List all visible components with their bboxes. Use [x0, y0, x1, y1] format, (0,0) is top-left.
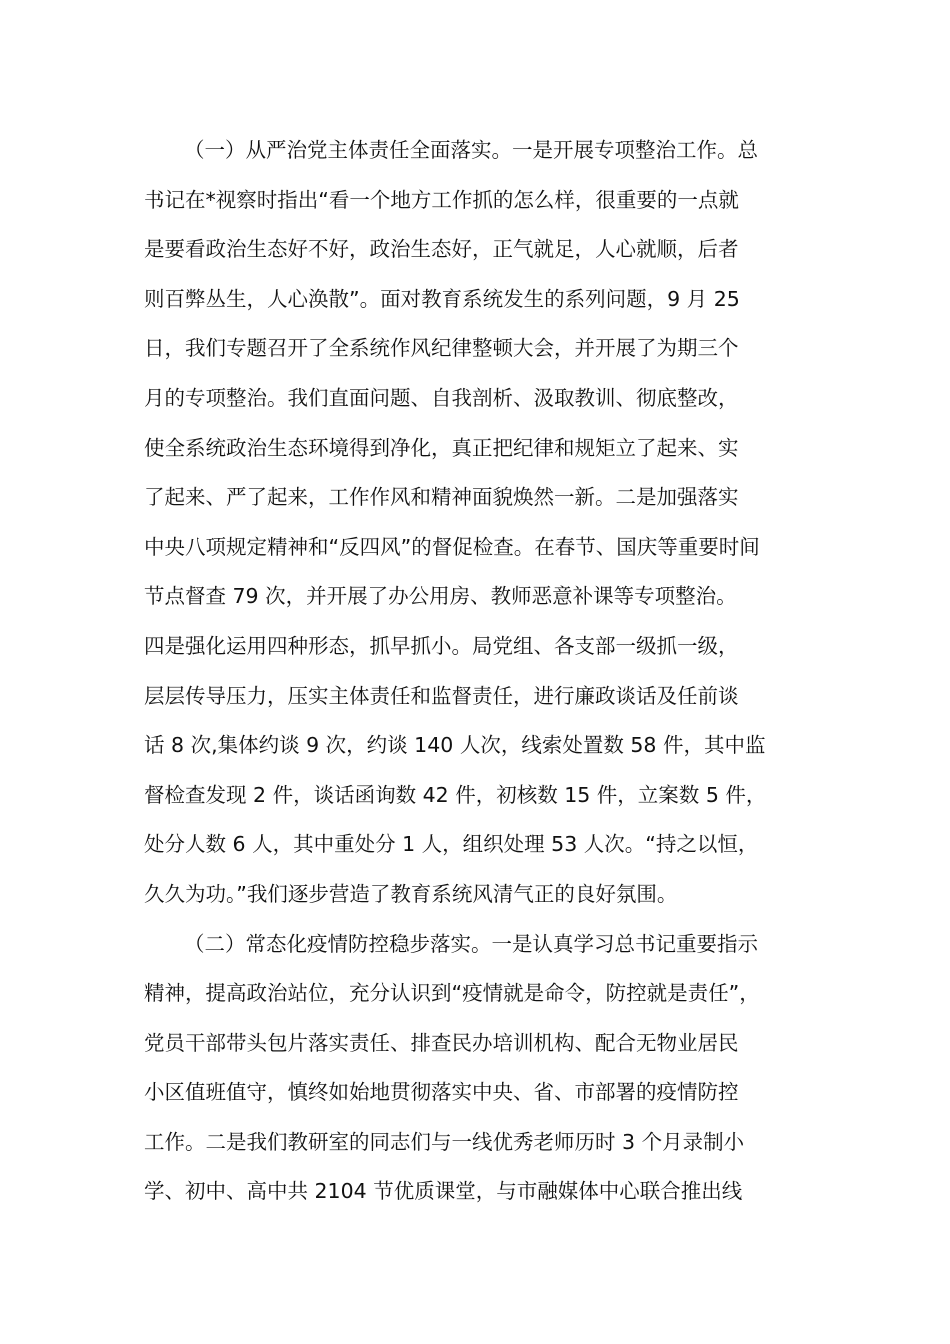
text-line: 日，我们专题召开了全系统作风纪律整顿大会，并开展了为期三个 — [144, 336, 739, 361]
text-line: 中央八项规定精神和“反四风”的督促检查。在春节、国庆等重要时间 — [144, 534, 760, 559]
text-line: 学、初中、高中共 2104 节优质课堂，与市融媒体中心联合推出线 — [144, 1179, 743, 1204]
text-line: （一）从严治党主体责任全面落实。一是开展专项整治工作。总 — [184, 138, 758, 162]
text-line: 是要看政治生态好不好，政治生态好，正气就足，人心就顺，后者 — [144, 237, 739, 262]
paragraph-2 — [144, 920, 808, 1218]
text-line: 则百弊丛生，人心涣散”。面对教育系统发生的系列问题，9 月 25 — [144, 286, 740, 311]
text-line: 话 8 次,集体约谈 9 次，约谈 140 人次，线索处置数 58 件，其中监 — [144, 733, 766, 758]
text-line: 使全系统政治生态环境得到净化，真正把纪律和规矩立了起来、实 — [144, 435, 739, 460]
text-line: 节点督查 79 次，并开展了办公用房、教师恶意补课等专项整治。 — [144, 584, 737, 609]
text-line: 督检查发现 2 件，谈话函询数 42 件，初核数 15 件，立案数 5 件， — [144, 782, 767, 807]
text-line: 了起来、严了起来，工作作风和精神面貌焕然一新。二是加强落实 — [144, 485, 739, 510]
text-line: 层层传导压力，压实主体责任和监督责任，进行廉政谈话及任前谈 — [144, 683, 739, 708]
text-line: （二）常态化疫情防控稳步落实。一是认真学习总书记重要指示 — [184, 931, 758, 956]
text-line: 久久为功。”我们逐步营造了教育系统风清气正的良好氛围。 — [144, 881, 678, 906]
text-line: 处分人数 6 人，其中重处分 1 人，组织处理 53 人次。“持之以恒， — [144, 832, 759, 857]
text-line: 书记在*视察时指出“看一个地方工作抓的怎么样，很重要的一点就 — [144, 187, 739, 212]
text-line: 精神，提高政治站位，充分认识到“疫情就是命令，防控就是责任”， — [144, 981, 760, 1006]
paragraph-1 — [144, 126, 808, 920]
text-line: 党员干部带头包片落实责任、排查民办培训机构、配合无物业居民 — [144, 1030, 739, 1055]
text-line: 工作。二是我们教研室的同志们与一线优秀老师历时 3 个月录制小 — [144, 1129, 745, 1154]
document-page — [144, 126, 808, 1217]
text-line: 四是强化运用四种形态，抓早抓小。局党组、各支部一级抓一级， — [144, 633, 739, 658]
text-line: 小区值班值守，慎终如始地贯彻落实中央、省、市部署的疫情防控 — [144, 1080, 739, 1105]
text-line: 月的专项整治。我们直面问题、自我剖析、汲取教训、彻底整改， — [144, 385, 739, 410]
